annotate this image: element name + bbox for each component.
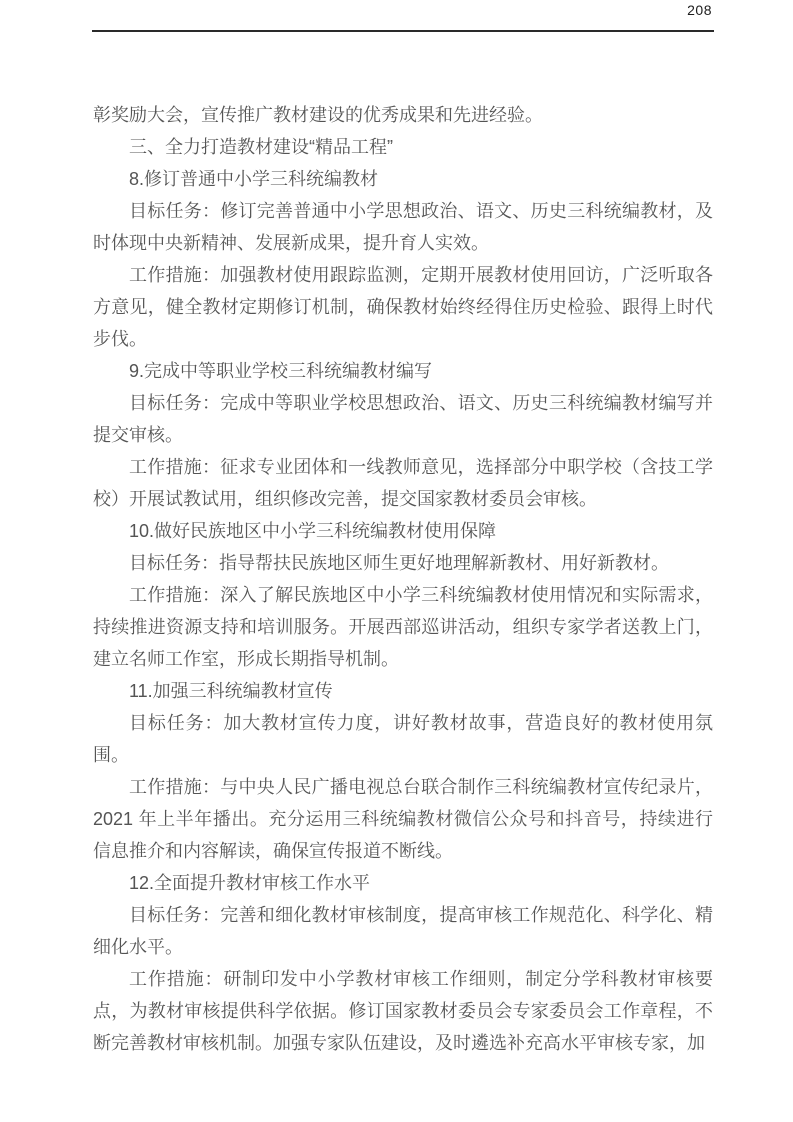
page-number: 208 bbox=[687, 2, 712, 18]
paragraph: 12.全面提升教材审核工作水平 bbox=[129, 873, 371, 893]
paragraph: 三、全力打造教材建设“精品工程” bbox=[129, 137, 393, 157]
paragraph: 8.修订普通中小学三科统编教材 bbox=[129, 169, 379, 189]
document-body bbox=[93, 99, 713, 1059]
paragraph: 目标任务：完成中等职业学校思想政治、语文、历史三科统编教材编写并提交审核。 bbox=[93, 393, 713, 445]
paragraph: 彰奖励大会，宣传推广教材建设的优秀成果和先进经验。 bbox=[93, 105, 543, 125]
paragraph: 目标任务：加大教材宣传力度，讲好教材故事，营造良好的教材使用氛围。 bbox=[93, 713, 713, 765]
paragraph: 目标任务：修订完善普通中小学思想政治、语文、历史三科统编教材，及时体现中央新精神、发展新成果，提升育人实效。 bbox=[93, 201, 713, 253]
paragraph: 工作措施：深入了解民族地区中小学三科统编教材使用情况和实际需求，持续推进资源支持和培训服务。开展西部巡讲活动，组织专家学者送教上门，建立名师工作室，形成长期指导机制。 bbox=[93, 585, 713, 669]
paragraph: 工作措施：加强教材使用跟踪监测，定期开展教材使用回访，广泛听取各方意见，健全教材定期修订机制，确保教材始终经得住历史检验、跟得上时代步伐。 bbox=[93, 265, 713, 349]
paragraph: 10.做好民族地区中小学三科统编教材使用保障 bbox=[129, 521, 497, 541]
paragraph: 11.加强三科统编教材宣传 bbox=[129, 681, 333, 701]
paragraph: 目标任务：指导帮扶民族地区师生更好地理解新教材、用好新教材。 bbox=[129, 553, 669, 573]
paragraph: 工作措施：研制印发中小学教材审核工作细则，制定分学科教材审核要点，为教材审核提供科学依据。修订国家教材委员会专家委员会工作章程，不断完善教材审核机制。加强专家队伍建设，及时遴选补充高水平审核专家，加 bbox=[93, 969, 713, 1053]
paragraph: 工作措施：征求专业团体和一线教师意见，选择部分中职学校（含技工学校）开展试教试用，组织修改完善，提交国家教材委员会审核。 bbox=[93, 457, 713, 509]
paragraph: 9.完成中等职业学校三科统编教材编写 bbox=[129, 361, 433, 381]
paragraph: 工作措施：与中央人民广播电视总台联合制作三科统编教材宣传纪录片，2021 年上半年播出。充分运用三科统编教材微信公众号和抖音号，持续进行信息推介和内容解读，确保宣传报道不断线。 bbox=[93, 777, 713, 861]
paragraph: 目标任务：完善和细化教材审核制度，提高审核工作规范化、科学化、精细化水平。 bbox=[93, 905, 713, 957]
header-rule bbox=[92, 30, 714, 32]
